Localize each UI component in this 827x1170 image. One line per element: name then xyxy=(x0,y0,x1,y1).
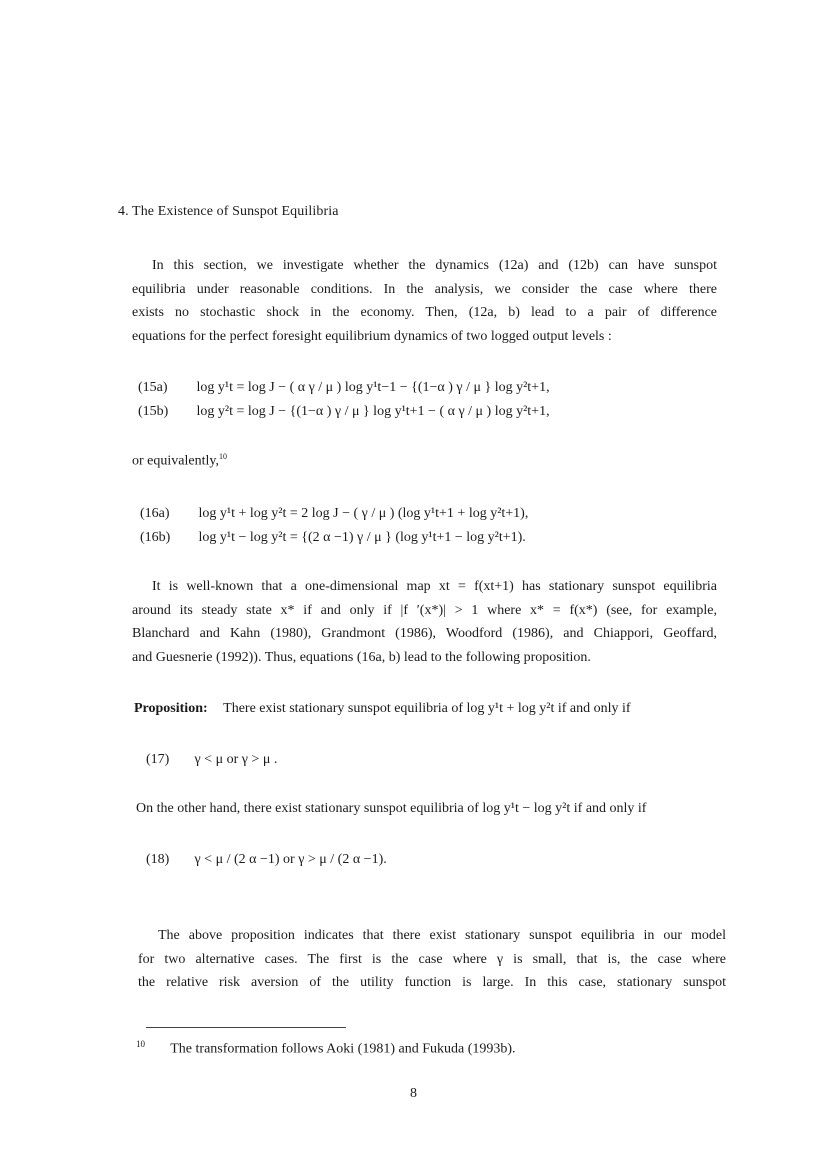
footnote-mark: 10 xyxy=(136,1039,145,1049)
equation-text: log y¹t − log y²t = {(2 α −1) γ / μ } (log y¹t+1 − log y²t+1). xyxy=(198,530,526,545)
paragraph-line: exists no stochastic shock in the economy. Then, (12a, b) lead to a pair of difference xyxy=(132,305,717,320)
paragraph-line: for two alternative cases. The first is the case where γ is small, that is, the case where xyxy=(138,951,726,967)
paragraph-line: Blanchard and Kahn (1980), Grandmont (1986), Woodford (1986), and Chiappori, Geoffard, xyxy=(132,626,717,641)
equation-label: (17) xyxy=(146,752,170,767)
footnote-marker: 10 xyxy=(218,452,227,461)
equation-16b xyxy=(140,530,526,546)
conclusion-paragraph xyxy=(138,924,726,995)
paragraph-line: It is well-known that a one-dimensional map xt = f(xt+1) has stationary sunspot equilibria xyxy=(152,579,717,594)
proposition-title: Proposition: xyxy=(134,701,208,716)
paragraph-line: The above proposition indicates that there exist stationary sunspot equilibria in our model xyxy=(158,928,726,943)
paragraph-line: In this section, we investigate whether the dynamics (12a) and (12b) can have sunspot xyxy=(152,258,717,273)
equation-15b xyxy=(138,404,550,420)
proposition-text: There exist stationary sunspot equilibria of log y¹t + log y²t if and only if xyxy=(223,701,631,716)
equivalently-line xyxy=(132,452,227,470)
other-hand-line: On the other hand, there exist stationary sunspot equilibria of log y¹t − log y²t if and only if xyxy=(136,801,647,816)
section-heading: 4. The Existence of Sunspot Equilibria xyxy=(118,204,339,219)
equation-16a xyxy=(140,506,528,522)
wellknown-paragraph xyxy=(132,575,717,669)
equation-text: γ < μ or γ > μ . xyxy=(194,752,278,767)
footnote xyxy=(136,1039,516,1058)
equation-18 xyxy=(146,852,387,868)
equation-text: log y¹t = log J − ( α γ / μ ) log y¹t−1 − {(1−α ) γ / μ } log y²t+1, xyxy=(196,380,550,395)
equation-label: (16b) xyxy=(140,530,171,545)
equation-text: log y²t = log J − {(1−α ) γ / μ } log y¹t+1 − ( α γ / μ ) log y²t+1, xyxy=(196,404,550,419)
paragraph-line: and Guesnerie (1992)). Thus, equations (16a, b) lead to the following proposition. xyxy=(132,649,591,665)
paragraph-line: the relative risk aversion of the utility function is large. In this case, stationary sunspot xyxy=(138,975,726,990)
equation-label: (15b) xyxy=(138,404,169,419)
intro-paragraph xyxy=(132,254,717,348)
equation-label: (15a) xyxy=(138,380,168,395)
equation-15a xyxy=(138,380,550,396)
page-number: 8 xyxy=(410,1086,417,1101)
equation-17 xyxy=(146,752,277,768)
equation-text: γ < μ / (2 α −1) or γ > μ / (2 α −1). xyxy=(194,852,387,867)
proposition xyxy=(134,701,631,717)
footnote-text: The transformation follows Aoki (1981) and Fukuda (1993b). xyxy=(170,1041,516,1057)
paragraph-line: equilibria under reasonable conditions. In the analysis, we consider the case where there xyxy=(132,281,717,297)
equation-label: (16a) xyxy=(140,506,170,521)
equation-label: (18) xyxy=(146,852,170,867)
equivalently-text: or equivalently, xyxy=(132,453,219,469)
equation-text: log y¹t + log y²t = 2 log J − ( γ / μ ) (log y¹t+1 + log y²t+1), xyxy=(198,506,529,521)
paragraph-line: around its steady state x* if and only if |f ′(x*)| > 1 where x* = f(x*) (see, for example, xyxy=(132,602,717,618)
paragraph-line: equations for the perfect foresight equilibrium dynamics of two logged output levels : xyxy=(132,328,612,344)
footnote-rule xyxy=(146,1027,346,1028)
